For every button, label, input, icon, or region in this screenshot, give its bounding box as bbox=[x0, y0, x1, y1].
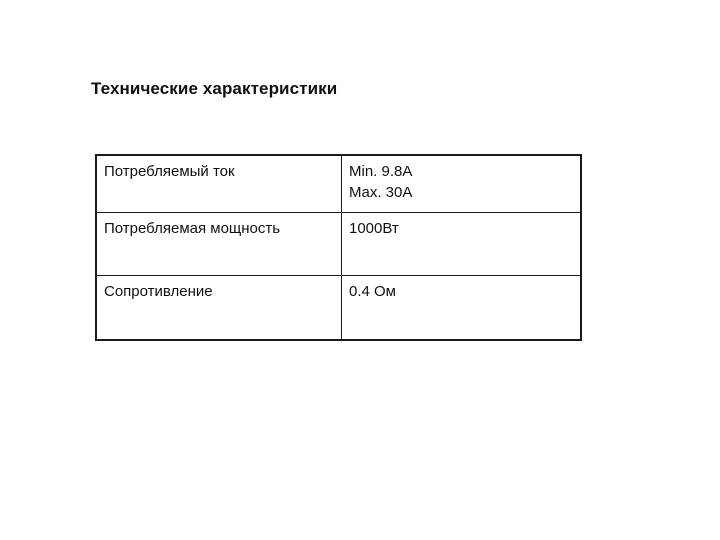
spec-value-cell bbox=[342, 213, 582, 276]
spec-label: Потребляемая мощность bbox=[104, 220, 281, 237]
spec-value: 0.4 Ом bbox=[349, 283, 396, 300]
page-title: Технические характеристики bbox=[91, 79, 338, 98]
table-row bbox=[96, 213, 581, 276]
specifications-table bbox=[95, 154, 582, 341]
spec-label-cell bbox=[96, 276, 342, 341]
table-row bbox=[96, 155, 581, 213]
spec-label-cell bbox=[96, 213, 342, 276]
spec-value-cell bbox=[342, 276, 582, 341]
spec-value: Max. 30A bbox=[349, 184, 413, 201]
spec-value: Min. 9.8A bbox=[349, 163, 413, 180]
spec-value-cell bbox=[342, 155, 582, 213]
spec-label: Сопротивление bbox=[104, 283, 213, 300]
spec-label: Потребляемый ток bbox=[104, 163, 235, 180]
spec-label-cell bbox=[96, 155, 342, 213]
spec-value: 1000Вт bbox=[349, 220, 399, 237]
table-row bbox=[96, 276, 581, 341]
